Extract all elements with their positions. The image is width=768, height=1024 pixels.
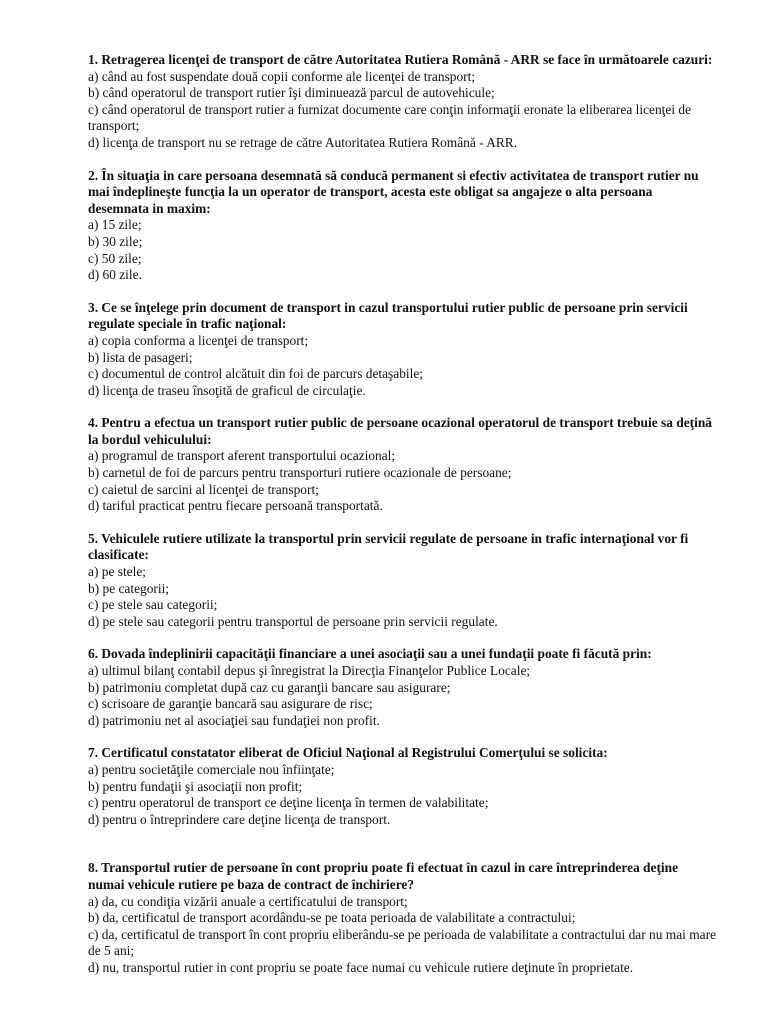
question-spacer	[88, 828, 716, 860]
answer-option-b: b) da, certificatul de transport acordându-se pe toata perioada de valabilitate a contractului;	[88, 910, 576, 926]
answer-option-d: d) tariful practicat pentru fiecare persoană transportată.	[88, 498, 383, 514]
answer-option-b: b) 30 zile;	[88, 233, 143, 249]
question-title: 6. Dovada îndeplinirii capacităţii financiare a unei asociaţii sau a unei fundaţii poate fi făcută prin:	[88, 646, 652, 662]
answer-option-d: d) licenţa de transport nu se retrage de către Autoritatea Rutiera Română - ARR.	[88, 134, 518, 150]
question-spacer	[88, 630, 716, 646]
question-title: 5. Vehiculele rutiere utilizate la transportul prin servicii regulate de persoane in trafic internaţional vor fi clasificate:	[88, 530, 689, 563]
answer-option-d: d) licenţa de traseu însoţită de graficul de circulaţie.	[88, 382, 366, 398]
question-title: 4. Pentru a efectua un transport rutier public de persoane ocazional operatorul de transport trebuie sa deţină la bordul vehiculului:	[88, 415, 712, 447]
answer-option-c: c) pentru operatorul de transport ce deţine licenţa în termen de valabilitate;	[88, 795, 489, 811]
question-spacer	[88, 399, 716, 415]
answer-option-c: c) documentul de control alcătuit din foi de parcurs detaşabile;	[88, 366, 424, 382]
answer-option-a: a) ultimul bilanţ contabil depus şi înregistrat la Direcţia Finanţelor Publice Locale;	[88, 663, 531, 678]
question-spacer	[88, 729, 716, 745]
answer-option-b: b) carnetul de foi de parcurs pentru transporturi rutiere ocazionale de persoane;	[88, 465, 512, 481]
answer-option-a: a) pentru societăţile comerciale nou înfiinţate;	[88, 761, 335, 777]
question-6	[88, 646, 716, 729]
question-title: 2. În situaţia in care persoana desemnată să conducă permanent si efectiv activitatea de transport rutier nu mai îndeplineşte funcţia la un operator de transport, acesta este obligat sa angajeze o alta persoana desemnata in maxim:	[88, 167, 699, 216]
answer-option-d: d) pentru o întreprindere care deţine licenţa de transport.	[88, 811, 391, 827]
question-3	[88, 300, 716, 400]
document-page	[88, 52, 716, 977]
question-title: 8. Transportul rutier de persoane în cont propriu poate fi efectuat în cazul in care întreprinderea deţine numai vehicule rutiere pe baza de contract de închiriere?	[88, 860, 679, 892]
answer-option-c: c) scrisoare de garanţie bancară sau asigurare de risc;	[88, 696, 373, 712]
answer-option-a: a) pe stele;	[88, 564, 146, 580]
answer-option-b: b) când operatorul de transport rutier îşi diminuează parcul de autovehicule;	[88, 85, 495, 101]
answer-option-c: c) 50 zile;	[88, 250, 142, 266]
answer-option-d: d) 60 zile.	[88, 267, 142, 283]
question-8	[88, 860, 716, 976]
answer-option-a: a) când au fost suspendate două copii conforme ale licenţei de transport;	[88, 68, 476, 84]
answer-option-a: a) 15 zile;	[88, 217, 142, 233]
answer-option-a: a) copia conforma a licenţei de transport;	[88, 332, 309, 348]
question-5	[88, 531, 716, 631]
answer-option-d: d) pe stele sau categorii pentru transportul de persoane prin servicii regulate.	[88, 613, 498, 629]
answer-option-a: a) da, cu condiţia vizării anuale a certificatului de transport;	[88, 893, 408, 909]
answer-option-d: d) patrimoniu net al asociaţiei sau fundaţiei non profit.	[88, 712, 380, 728]
answer-option-d: d) nu, transportul rutier in cont propriu se poate face numai cu vehicule rutiere deţinute în proprietate.	[88, 959, 634, 975]
question-7	[88, 745, 716, 828]
question-title: 3. Ce se înţelege prin document de transport in cazul transportului rutier public de persoane prin servicii regulate speciale în trafic naţional:	[88, 299, 688, 332]
question-1	[88, 52, 716, 152]
answer-option-b: b) pentru fundaţii şi asociaţii non profit;	[88, 778, 303, 794]
answer-option-b: b) patrimoniu completat după caz cu garanţii bancare sau asigurare;	[88, 679, 451, 695]
question-spacer	[88, 152, 716, 168]
question-title: 1. Retragerea licenţei de transport de către Autoritatea Rutiera Română - ARR se face în următoarele cazuri:	[88, 52, 713, 67]
question-spacer	[88, 284, 716, 300]
answer-option-c: c) când operatorul de transport rutier a furnizat documente care conţin informaţii eronate la eliberarea licenţei de transport;	[88, 101, 692, 134]
answer-option-c: c) pe stele sau categorii;	[88, 597, 218, 613]
answer-option-a: a) programul de transport aferent transportului ocazional;	[88, 448, 396, 464]
answer-option-b: b) lista de pasageri;	[88, 349, 193, 365]
question-2	[88, 168, 716, 284]
answer-option-b: b) pe categorii;	[88, 580, 170, 596]
question-spacer	[88, 515, 716, 531]
question-4	[88, 415, 716, 515]
answer-option-c: c) da, certificatul de transport în cont propriu eliberându-se pe perioada de valabilitate a contractului dar nu mai mare de 5 ani;	[88, 926, 716, 959]
answer-option-c: c) caietul de sarcini al licenţei de transport;	[88, 481, 319, 497]
question-title: 7. Certificatul constatator eliberat de Oficiul Naţional al Registrului Comerţului se solicita:	[88, 745, 608, 761]
